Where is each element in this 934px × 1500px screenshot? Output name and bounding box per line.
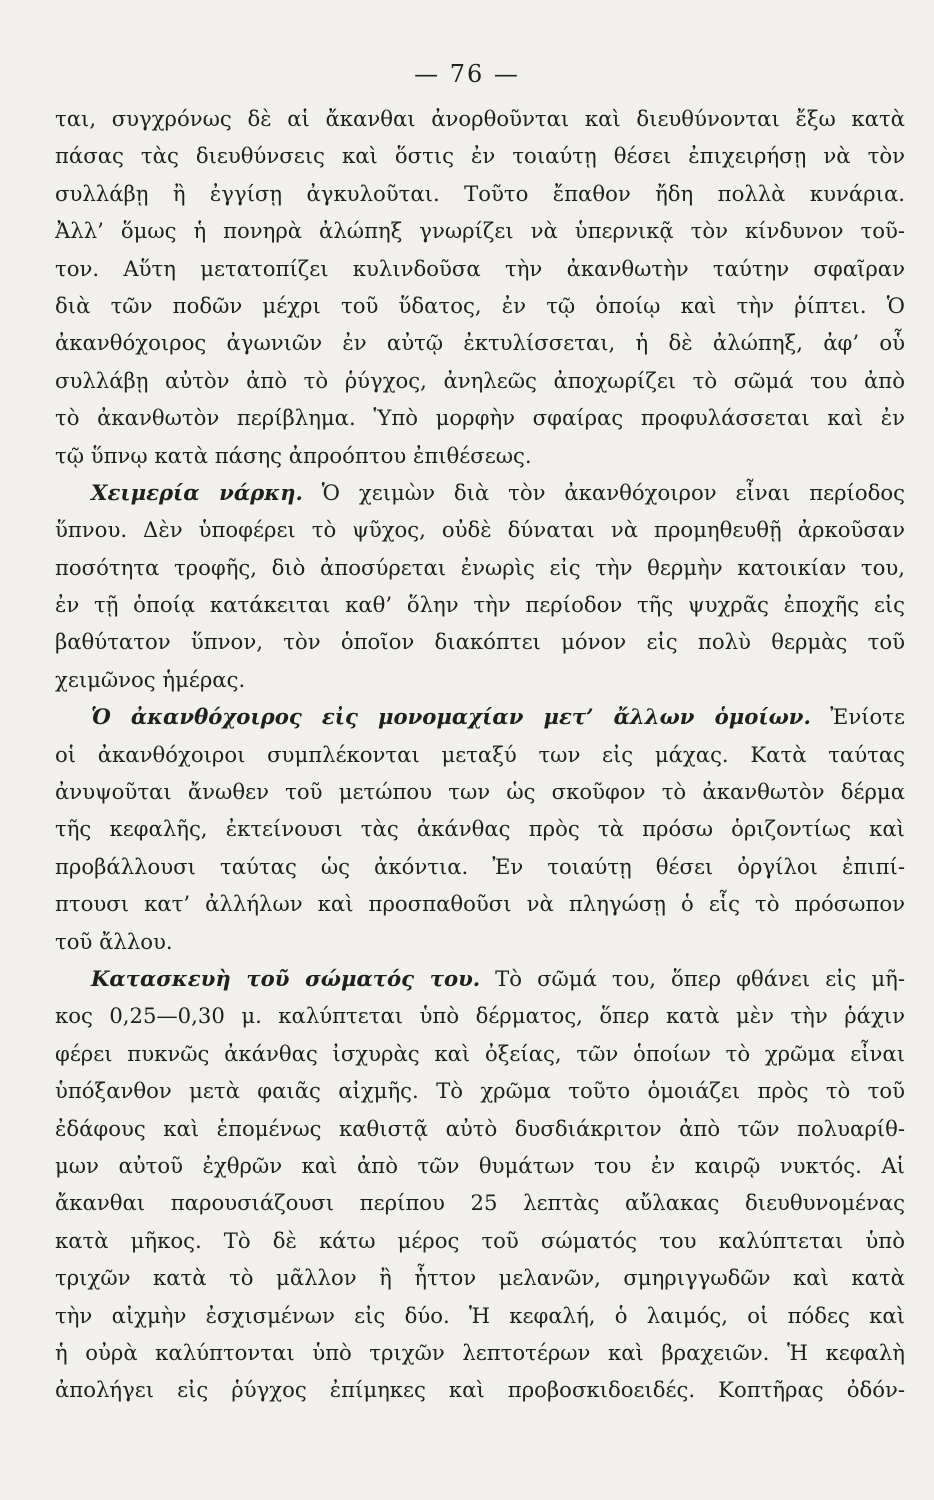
line-text: συλλάβῃ αὐτὸν ἀπὸ τὸ ῥύγχος, ἀνηλεῶς ἀποχωρίζει τὸ σῶμά του ἀπὸ <box>55 367 905 393</box>
page-number: — 76 — <box>414 60 520 88</box>
text-line <box>55 1035 905 1072</box>
line-text: τριχῶν κατὰ τὸ μᾶλλον ἢ ἧττον μελανῶν, σμηριγγωδῶν καὶ κατὰ <box>55 1265 905 1291</box>
text-line <box>55 698 905 735</box>
line-text: τον. Αὕτη μετατοπίζει κυλινδοῦσα τὴν ἀκανθωτὴν ταύτην σφαῖραν <box>55 255 905 281</box>
section-heading: Χειμερία νάρκη. <box>91 479 303 505</box>
text-line <box>55 250 905 287</box>
text-line <box>55 474 905 511</box>
text-line <box>55 1371 905 1408</box>
line-text: Ἐνίοτε <box>810 704 905 730</box>
line-text: προβάλλουσι ταύτας ὡς ἀκόντια. Ἐν τοιαύτῃ θέσει ὀργίλοι ἐπιπί- <box>55 853 905 879</box>
line-text: ἀνυψοῦται ἄνωθεν τοῦ μετώπου των ὡς σκοῦφον τὸ ἀκανθωτὸν δέρμα <box>55 779 905 805</box>
text-line <box>55 100 905 137</box>
line-text: τῷ ὕπνῳ κατὰ πάσης ἀπροόπτου ἐπιθέσεως. <box>55 442 532 468</box>
text-line <box>55 1184 905 1221</box>
line-text: Ἀλλ’ ὅμως ἡ πονηρὰ ἀλώπηξ γνωρίζει νὰ ὑπερνικᾷ τὸν κίνδυνον τοῦ- <box>55 218 905 244</box>
body-text <box>55 100 905 1409</box>
line-text: μων αὐτοῦ ἐχθρῶν καὶ ἀπὸ τῶν θυμάτων του ἐν καιρῷ νυκτός. Αἱ <box>55 1152 905 1178</box>
text-line <box>55 736 905 773</box>
text-line <box>55 810 905 847</box>
line-text: συλλάβῃ ἢ ἐγγίσῃ ἀγκυλοῦται. Τοῦτο ἔπαθον ἤδη πολλὰ κυνάρια. <box>55 180 905 206</box>
line-text: ἄκανθαι παρουσιάζουσι περίπου 25 λεπτὰς αὔλακας διευθυνομένας <box>55 1190 905 1216</box>
line-text: ἡ οὐρὰ καλύπτονται ὑπὸ τριχῶν λεπτοτέρων καὶ βραχειῶν. Ἡ κεφαλὴ <box>55 1339 905 1365</box>
line-text: Ὁ χειμὼν διὰ τὸν ἀκανθόχοιρον εἶναι περίοδος <box>302 479 905 505</box>
text-line <box>55 511 905 548</box>
text-line <box>55 960 905 997</box>
section-heading: Ὁ ἀκανθόχοιρος εἰς μονομαχίαν μετ’ ἄλλων ὁμοίων. <box>91 704 811 730</box>
text-line <box>55 773 905 810</box>
line-text: τὴν αἰχμὴν ἐσχισμένων εἰς δύο. Ἡ κεφαλή, ὁ λαιμός, οἱ πόδες καὶ <box>55 1302 905 1328</box>
text-line <box>55 437 905 474</box>
text-line <box>55 362 905 399</box>
line-text: πτουσι κατ’ ἀλλήλων καὶ προσπαθοῦσι νὰ πληγώσῃ ὁ εἷς τὸ πρόσωπον <box>55 891 905 917</box>
line-text: ται, συγχρόνως δὲ αἱ ἄκανθαι ἀνορθοῦνται καὶ διευθύνονται ἔξω κατὰ <box>55 106 905 131</box>
line-text: τοῦ ἄλλου. <box>55 928 173 954</box>
line-text: πάσας τὰς διευθύνσεις καὶ ὅστις ἐν τοιαύτῃ θέσει ἐπιχειρήσῃ νὰ τὸν <box>55 143 905 169</box>
line-text: τῆς κεφαλῆς, ἐκτείνουσι τὰς ἀκάνθας πρὸς τὰ πρόσω ὁριζοντίως καὶ <box>55 816 905 842</box>
line-text: κος 0,25—0,30 μ. καλύπτεται ὑπὸ δέρματος, ὅπερ κατὰ μὲν τὴν ῥάχιν <box>55 1003 905 1029</box>
text-line <box>55 1222 905 1259</box>
text-line <box>55 137 905 174</box>
text-line <box>55 1072 905 1109</box>
line-text: ἐν τῇ ὁποίᾳ κατάκειται καθ’ ὅλην τὴν περίοδον τῆς ψυχρᾶς ἐποχῆς εἰς <box>55 592 905 618</box>
line-text: Τὸ σῶμά του, ὅπερ φθάνει εἰς μῆ- <box>480 965 905 991</box>
line-text: χειμῶνος ἡμέρας. <box>55 666 246 692</box>
text-line <box>55 1147 905 1184</box>
text-line <box>55 1334 905 1371</box>
text-line <box>55 997 905 1034</box>
line-text: ἀπολήγει εἰς ῥύγχος ἐπίμηκες καὶ προβοσκιδοειδές. Κοπτῆρας ὀδόν- <box>55 1377 905 1403</box>
line-text: ὕπνου. Δὲν ὑποφέρει τὸ ψῦχος, οὐδὲ δύναται νὰ προμηθευθῇ ἀρκοῦσαν <box>55 517 905 543</box>
line-text: βαθύτατον ὕπνον, τὸν ὁποῖον διακόπτει μόνον εἰς πολὺ θερμὰς τοῦ <box>55 629 905 655</box>
text-line <box>55 175 905 212</box>
line-text: τὸ ἀκανθωτὸν περίβλημα. Ὑπὸ μορφὴν σφαίρας προφυλάσσεται καὶ ἐν <box>55 405 905 431</box>
text-line <box>55 885 905 922</box>
line-text: κατὰ μῆκος. Τὸ δὲ κάτω μέρος τοῦ σώματός του καλύπτεται ὑπὸ <box>55 1227 905 1253</box>
line-text: φέρει πυκνῶς ἀκάνθας ἰσχυρὰς καὶ ὀξείας, τῶν ὁποίων τὸ χρῶμα εἶναι <box>55 1040 905 1066</box>
text-line <box>55 287 905 324</box>
text-line <box>55 623 905 660</box>
text-line <box>55 1110 905 1147</box>
text-line <box>55 661 905 698</box>
line-text: ὑπόξανθον μετὰ φαιᾶς αἰχμῆς. Τὸ χρῶμα τοῦτο ὁμοιάζει πρὸς τὸ τοῦ <box>55 1078 905 1104</box>
text-line <box>55 923 905 960</box>
text-line <box>55 324 905 361</box>
line-text: ἀκανθόχοιρος ἀγωνιῶν ἐν αὐτῷ ἐκτυλίσσεται, ἡ δὲ ἀλώπηξ, ἀφ’ οὗ <box>55 330 905 356</box>
text-line <box>55 848 905 885</box>
line-text: διὰ τῶν ποδῶν μέχρι τοῦ ὕδατος, ἐν τῷ ὁποίῳ καὶ τὴν ῥίπτει. Ὁ <box>55 292 905 318</box>
line-text: οἱ ἀκανθόχοιροι συμπλέκονται μεταξύ των εἰς μάχας. Κατὰ ταύτας <box>55 741 905 767</box>
line-text: ἐδάφους καὶ ἑπομένως καθιστᾷ αὐτὸ δυσδιάκριτον ἀπὸ τῶν πολυαρίθ- <box>55 1115 905 1141</box>
text-line <box>55 586 905 623</box>
text-line <box>55 399 905 436</box>
text-line <box>55 1259 905 1296</box>
line-text: ποσότητα τροφῆς, διὸ ἀποσύρεται ἐνωρὶς εἰς τὴν θερμὴν κατοικίαν του, <box>55 554 905 580</box>
section-heading: Κατασκευὴ τοῦ σώματός του. <box>91 965 481 991</box>
text-line <box>55 549 905 586</box>
text-line <box>55 1297 905 1334</box>
text-line <box>55 212 905 249</box>
